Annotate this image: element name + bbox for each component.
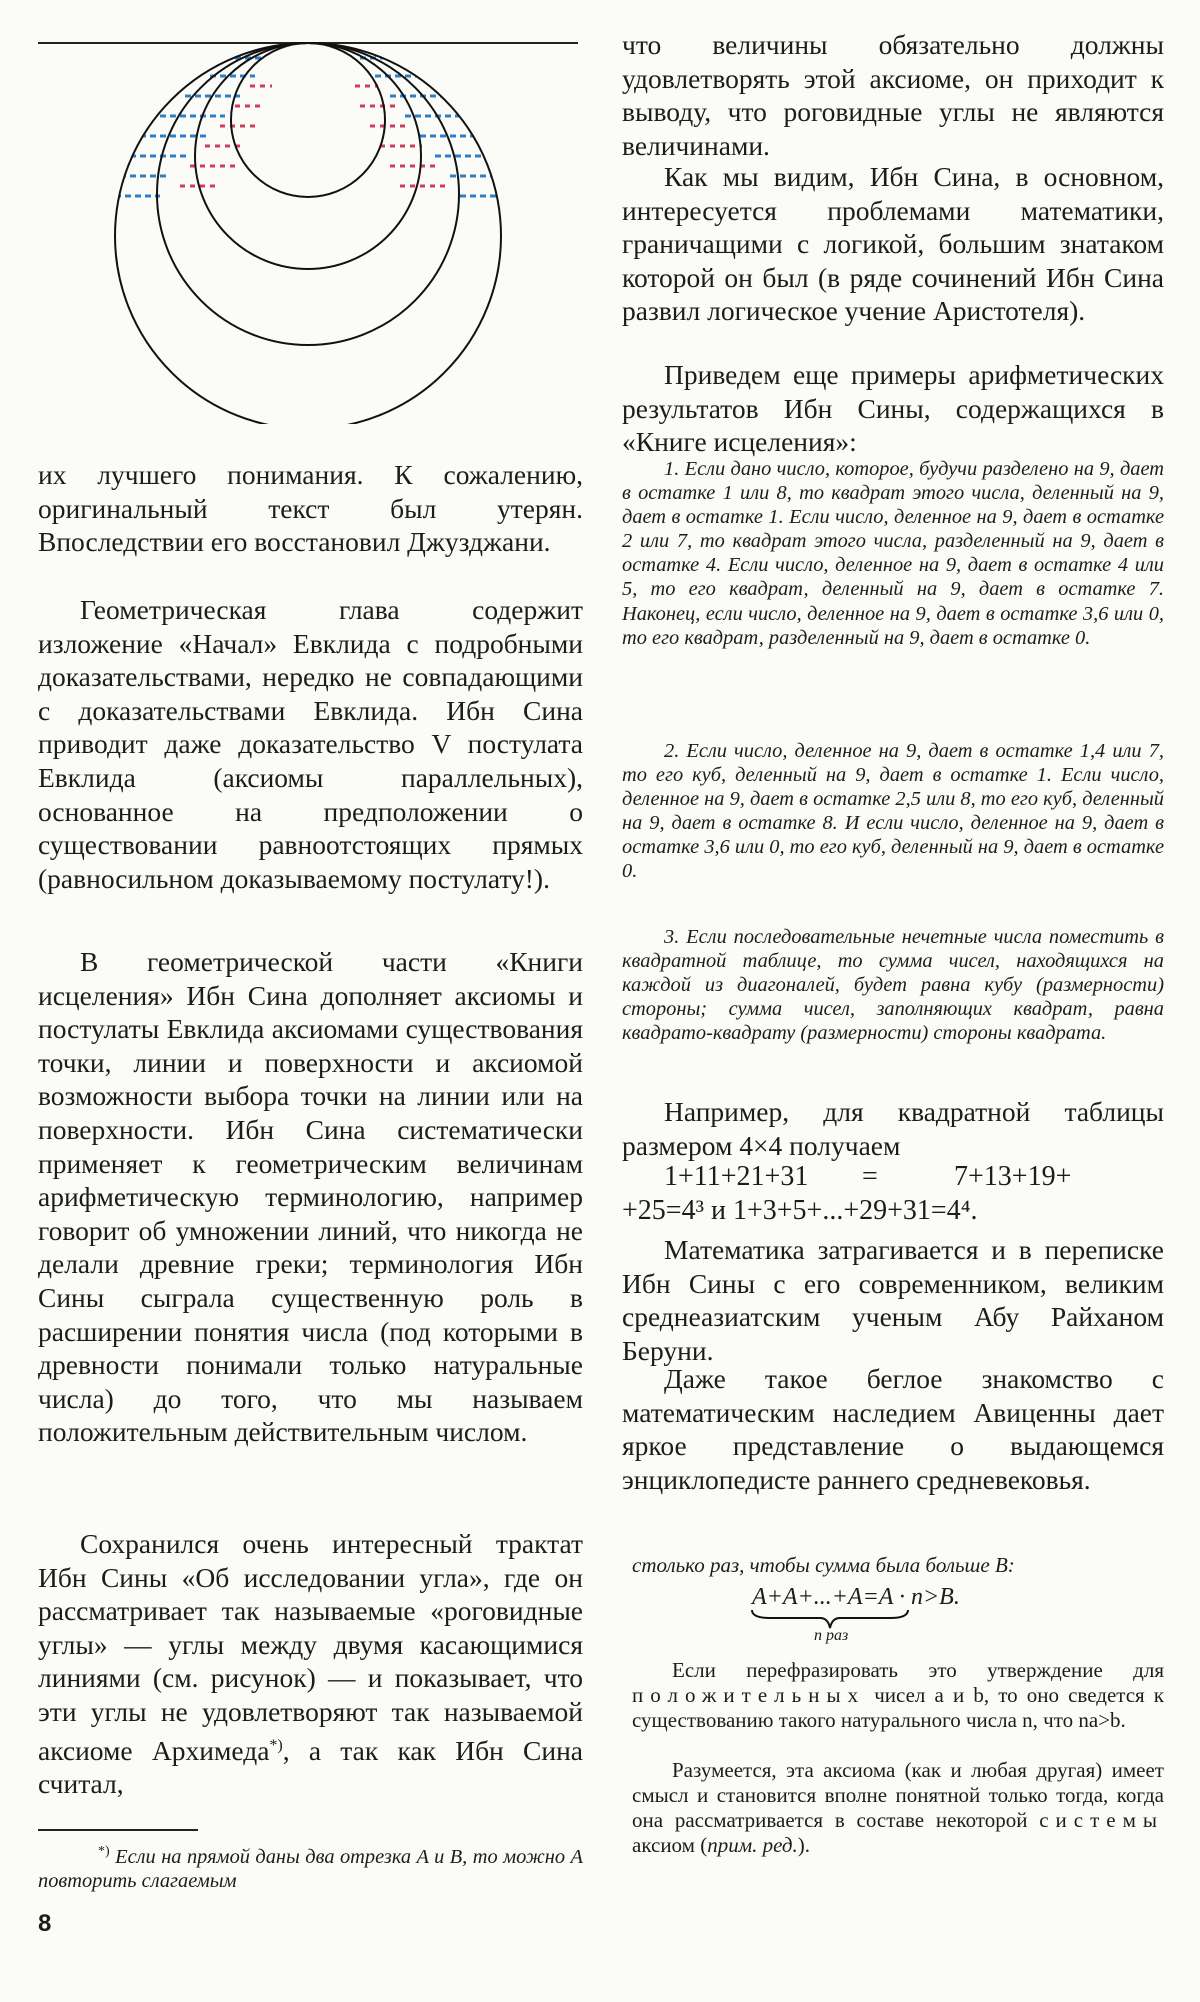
formula-eq: = xyxy=(862,1161,878,1192)
formula-right: 7+13+19+ xyxy=(954,1161,1072,1192)
footnote-formula: A+A+...+A=A · n>B. xyxy=(752,1584,960,1610)
right-paragraph-5: Математика затрагивается и в переписке Ибн Сины с его современником, великим среднеазиатским ученым Абу Райханом Беруни. xyxy=(622,1234,1164,1366)
fn-p2-note: прим. ред. xyxy=(707,1833,798,1857)
fn-p1-spaced: положительных xyxy=(632,1683,866,1707)
circle-4 xyxy=(231,43,385,197)
left-paragraph-2: Геометрическая глава содержит изложение «Начал» Евклида с подробными доказательствами, нередко не совпадающими с доказательствами Евклида. Ибн Сина приводит даже доказательство V постулата Евклида (аксиомы параллельных), основанное на предположении о существовании равноотстоящих прямых (равносильном доказываемому постулату!). xyxy=(38,594,583,894)
quote-2: 2. Если число, деленное на 9, дает в остатке 1,4 или 7, то его куб, деленный на 9, дает в остатке 1. Если число, деленное на 9, дает в остатке 2,5 или 8, то его куб, деленный на 9, дает в остатке 8. И если число, деленное на 9, дает в остатке 3,6 или 0, то его куб, деленный на 9, дает в остатке 0. xyxy=(622,740,1165,883)
fn-p2-b: аксиом ( xyxy=(632,1833,708,1857)
p4-text: Сохранился очень интересный трактат Ибн Сины «Об исследовании угла», где он рассматривает так называемые «роговидные углы» — углы между двумя касающимися линиями (см. рисунок) — и показывает, что эти углы не удовлетворяют так называемой аксиоме Архимеда xyxy=(38,1528,583,1766)
formula-line-2: +25=4³ и 1+3+5+...+29+31=4⁴. xyxy=(622,1195,978,1226)
right-paragraph-1: что величины обязательно должны удовлетворять этой аксиоме, он приходит к выводу, что роговидные углы не являются величинами. xyxy=(622,29,1164,161)
footnote-continuation: столько раз, чтобы сумма была больше B: xyxy=(632,1553,1015,1577)
footnote-text: Если на прямой даны два отрезка A и B, то можно A повторить слагаемым xyxy=(38,1845,583,1892)
fn-p1-a: Если перефразировать это утверждение для xyxy=(672,1658,1164,1682)
p4-end: , а так как Ибн Сина считал, xyxy=(38,1734,583,1800)
red-hatching xyxy=(180,86,445,186)
fn-p2-spaced: системы xyxy=(1039,1808,1164,1832)
right-paragraph-6: Даже такое беглое знакомство с математическим наследием Авиценны дает яркое представление о выдающемся энциклопедисте раннего средневековья. xyxy=(622,1363,1164,1495)
footnote-marker: *) xyxy=(98,1844,110,1859)
formula-line-1 xyxy=(664,1160,1164,1194)
right-paragraph-3: Приведем еще примеры арифметических результатов Ибн Сины, содержащихся в «Книге исцеления»: xyxy=(622,359,1164,458)
footnote xyxy=(38,1840,583,1893)
fn-p1-b: чисел a и b, то оно сведется к существованию такого натурального числа n, что na>b. xyxy=(632,1683,1165,1732)
left-paragraph-4 xyxy=(38,1527,583,1801)
fn-p2-a: Разумеется, эта аксиома (как и любая другая) имеет смысл и становится вполне понятной только тогда, когда она рассматривается в составе некоторой xyxy=(632,1758,1164,1832)
quote-1: 1. Если дано число, которое, будучи разделено на 9, дает в остатке 1 или 8, то квадрат этого числа, деленный на 9, дает в остатке 1. Если число, деленное на 9, дает в остатке 2 или 7, то квадрат этого числа, разделенный на 9, дает в остатке 4. Если число, деленное на 9, дает в остатке 4 или 5, то его квадрат, деленный на 9, дает в остатке 7. Наконец, если число, деленное на 9, дает в остатке 3,6 или 0, то его квадрат, разделенный на 9, дает в остатке 0. xyxy=(622,458,1164,649)
footnote-ref: *) xyxy=(269,1736,283,1754)
horn-angle-figure xyxy=(60,36,580,424)
page-number: 8 xyxy=(38,1910,52,1937)
footnote-rule xyxy=(38,1829,198,1831)
underbrace-label: n раз xyxy=(814,1627,849,1644)
left-paragraph-3: В геометрической части «Книги исцеления» Ибн Сина дополняет аксиомы и постулаты Евклида аксиомами существования точки, линии и поверхности и аксиомой возможности выбора точки на линии или на поверхности. Ибн Сина систематически применяет к геометрическим величинам арифметическую терминологию, например говорит об умножении линий, что никогда не делали древние греки; терминология Ибн Сины сыграла существенную роль в расширении понятия числа (под которыми в древности понимали только натуральные числа) до того, что мы называем положительным действительным числом. xyxy=(38,946,583,1448)
fn-p2-end: ). xyxy=(797,1833,811,1857)
right-paragraph-2: Как мы видим, Ибн Сина, в основном, интересуется проблемами математики, граничащими с логикой, большим знатаком которой он был (в ряде сочинений Ибн Сина развил логическое учение Аристотеля). xyxy=(622,161,1164,327)
quote-3: 3. Если последовательные нечетные числа поместить в квадратной таблице, то сумма чисел, находящихся на каждой из диагоналей, будет равна кубу (размерности) стороны; сумма чисел, заполняющих квадрат, равна квадрато-квадрату (размерности) стороны квадрата. xyxy=(622,926,1164,1045)
formula-left: 1+11+21+31 xyxy=(664,1161,809,1192)
footnote-paragraph-1 xyxy=(632,1658,1164,1733)
circle-1 xyxy=(115,43,501,424)
right-paragraph-4: Например, для квадратной таблицы размером 4×4 получаем xyxy=(622,1096,1164,1161)
footnote-paragraph-2 xyxy=(632,1758,1164,1858)
left-paragraph-1: их лучшего понимания. К сожалению, оригинальный текст был утерян. Впоследствии его восстановил Джузджани. xyxy=(38,459,583,558)
